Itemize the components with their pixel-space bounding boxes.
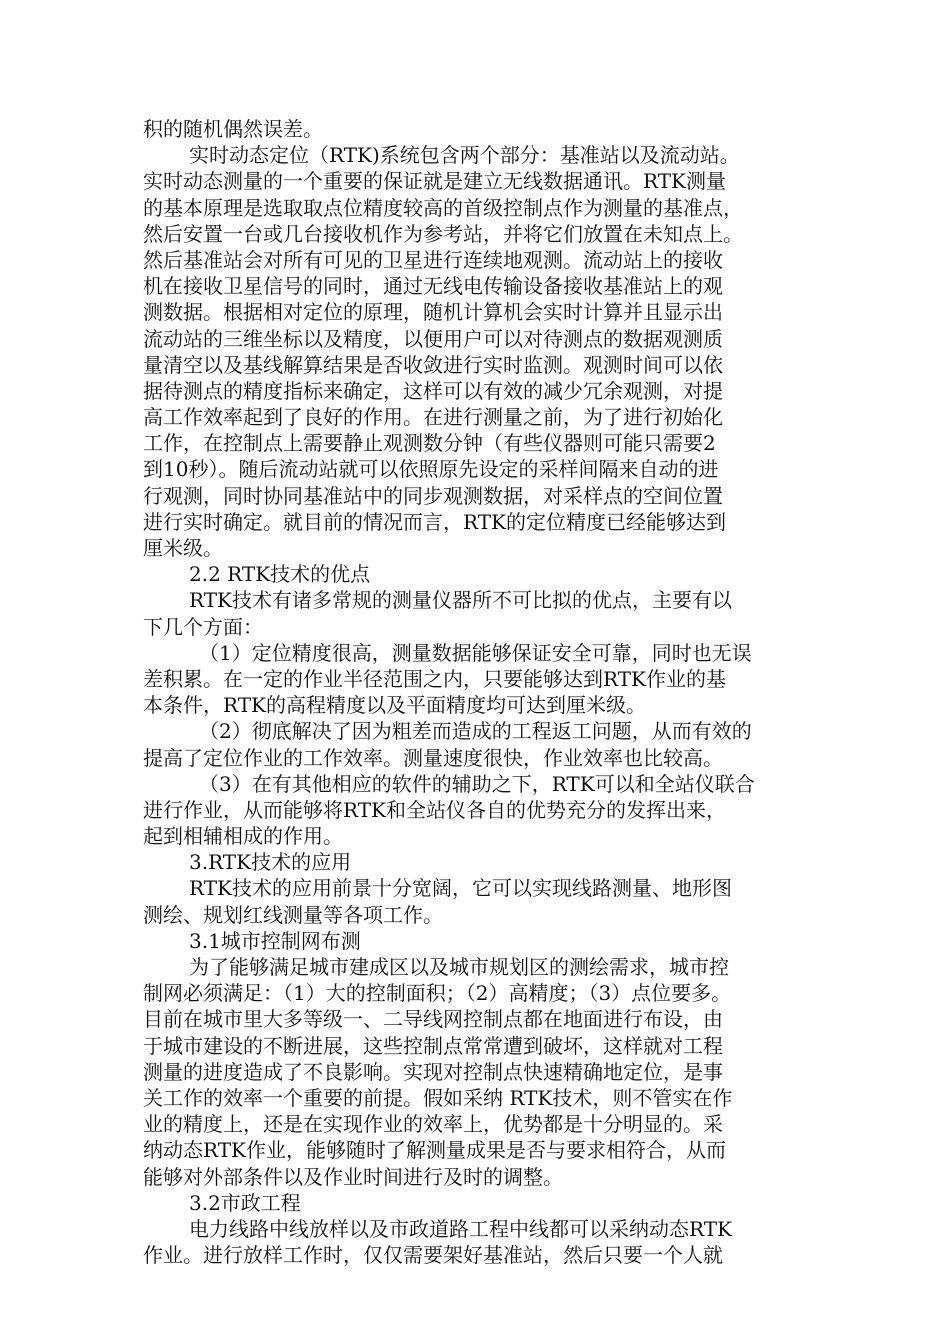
text-line: 业的精度上，还是在实现作业的效率上，优势都是十分明显的。采 <box>143 1112 723 1137</box>
text-line: （2）彻底解决了因为粗差而造成的工程返工问题，从而有效的 <box>199 719 752 744</box>
text-line: 进行作业，从而能够将RTK和全站仪各自的优势充分的发挥出来， <box>143 797 726 822</box>
text-line: 3.1城市控制网布测 <box>189 928 361 953</box>
text-line: RTK技术有诸多常规的测量仪器所不可比拟的优点，主要有以 <box>189 588 732 613</box>
text-line: 测数据。根据相对定位的原理，随机计算机会实时计算并且显示出 <box>143 300 723 325</box>
text-line: 2.2 RTK技术的优点 <box>189 562 371 587</box>
text-line: 然后安置一台或几台接收机作为参考站，并将它们放置在未知点上。 <box>143 221 743 246</box>
text-line: RTK技术的应用前景十分宽阔，它可以实现线路测量、地形图 <box>189 876 732 901</box>
text-line: 工作，在控制点上需要静止观测数分钟（有些仪器则可能只需要2 <box>143 431 716 456</box>
text-line: 到10秒）。随后流动站就可以依照原先设定的采样间隔来自动的进 <box>143 457 719 482</box>
text-line: 起到相辅相成的作用。 <box>143 824 343 849</box>
text-line: 能够对外部条件以及作业时间进行及时的调整。 <box>143 1164 563 1189</box>
text-line: （1）定位精度很高，测量数据能够保证安全可靠，同时也无误 <box>199 640 752 665</box>
text-line: 本条件，RTK的高程精度以及平面精度均可达到厘米级。 <box>143 693 646 718</box>
text-line: 据待测点的精度指标来确定，这样可以有效的减少冗余观测，对提 <box>143 378 723 403</box>
text-line: 作业。进行放样工作时，仅仅需要架好基准站，然后只要一个人就 <box>143 1243 723 1268</box>
text-line: 3.RTK技术的应用 <box>189 850 352 875</box>
text-line: 进行实时确定。就目前的情况而言，RTK的定位精度已经能够达到 <box>143 509 726 534</box>
text-line: 纳动态RTK作业，能够随时了解测量成果是否与要求相符合，从而 <box>143 1138 726 1163</box>
text-line: 差积累。在一定的作业半径范围之内，只要能够达到RTK作业的基 <box>143 666 726 691</box>
text-line: 厘米级。 <box>143 536 223 560</box>
text-line: 机在接收卫星信号的同时，通过无线电传输设备接收基准站上的观 <box>143 274 723 299</box>
text-line: 流动站的三维坐标以及精度，以便用户可以对待测点的数据观测质 <box>143 326 723 351</box>
text-line: 目前在城市里大多等级一、二导线网控制点都在地面进行布设，由 <box>143 1007 723 1032</box>
text-line: 测绘、规划红线测量等各项工作。 <box>143 902 443 927</box>
text-line: （3）在有其他相应的软件的辅助之下，RTK可以和全站仪联合 <box>199 771 755 796</box>
text-line: 实时动态测量的一个重要的保证就是建立无线数据通讯。RTK测量 <box>143 169 726 194</box>
text-line: 电力线路中线放样以及市政道路工程中线都可以采纳动态RTK <box>189 1216 732 1241</box>
text-line: 3.2市政工程 <box>189 1190 301 1215</box>
text-line: 下几个方面： <box>143 614 263 639</box>
text-line: 积的随机偶然误差。 <box>143 117 323 141</box>
text-line: 高工作效率起到了良好的作用。在进行测量之前，为了进行初始化 <box>143 405 723 430</box>
text-line: 提高了定位作业的工作效率。测量速度很快，作业效率也比较高。 <box>143 745 723 770</box>
text-line: 量清空以及基线解算结果是否收敛进行实时监测。观测时间可以依 <box>143 352 723 377</box>
text-line: 为了能够满足城市建成区以及城市规划区的测绘需求，城市控 <box>189 955 729 979</box>
text-line: 然后基准站会对所有可见的卫星进行连续地观测。流动站上的接收 <box>143 247 723 272</box>
text-line: 于城市建设的不断进展，这些控制点常常遭到破坏，这样就对工程 <box>143 1033 723 1058</box>
text-line: 关工作的效率一个重要的前提。假如采纳 RTK技术，则不管实在作 <box>143 1085 733 1110</box>
text-line: 行观测，同时协同基准站中的同步观测数据，对采样点的空间位置 <box>143 483 723 508</box>
text-line: 制网必须满足：（1）大的控制面积；（2）高精度；（3）点位要多。 <box>143 981 732 1006</box>
text-line: 实时动态定位（RTK)系统包含两个部分：基准站以及流动站。 <box>189 143 740 168</box>
text-line: 的基本原理是选取取点位精度较高的首级控制点作为测量的基准点， <box>143 195 743 220</box>
text-line: 测量的进度造成了不良影响。实现对控制点快速精确地定位，是事 <box>143 1059 723 1084</box>
